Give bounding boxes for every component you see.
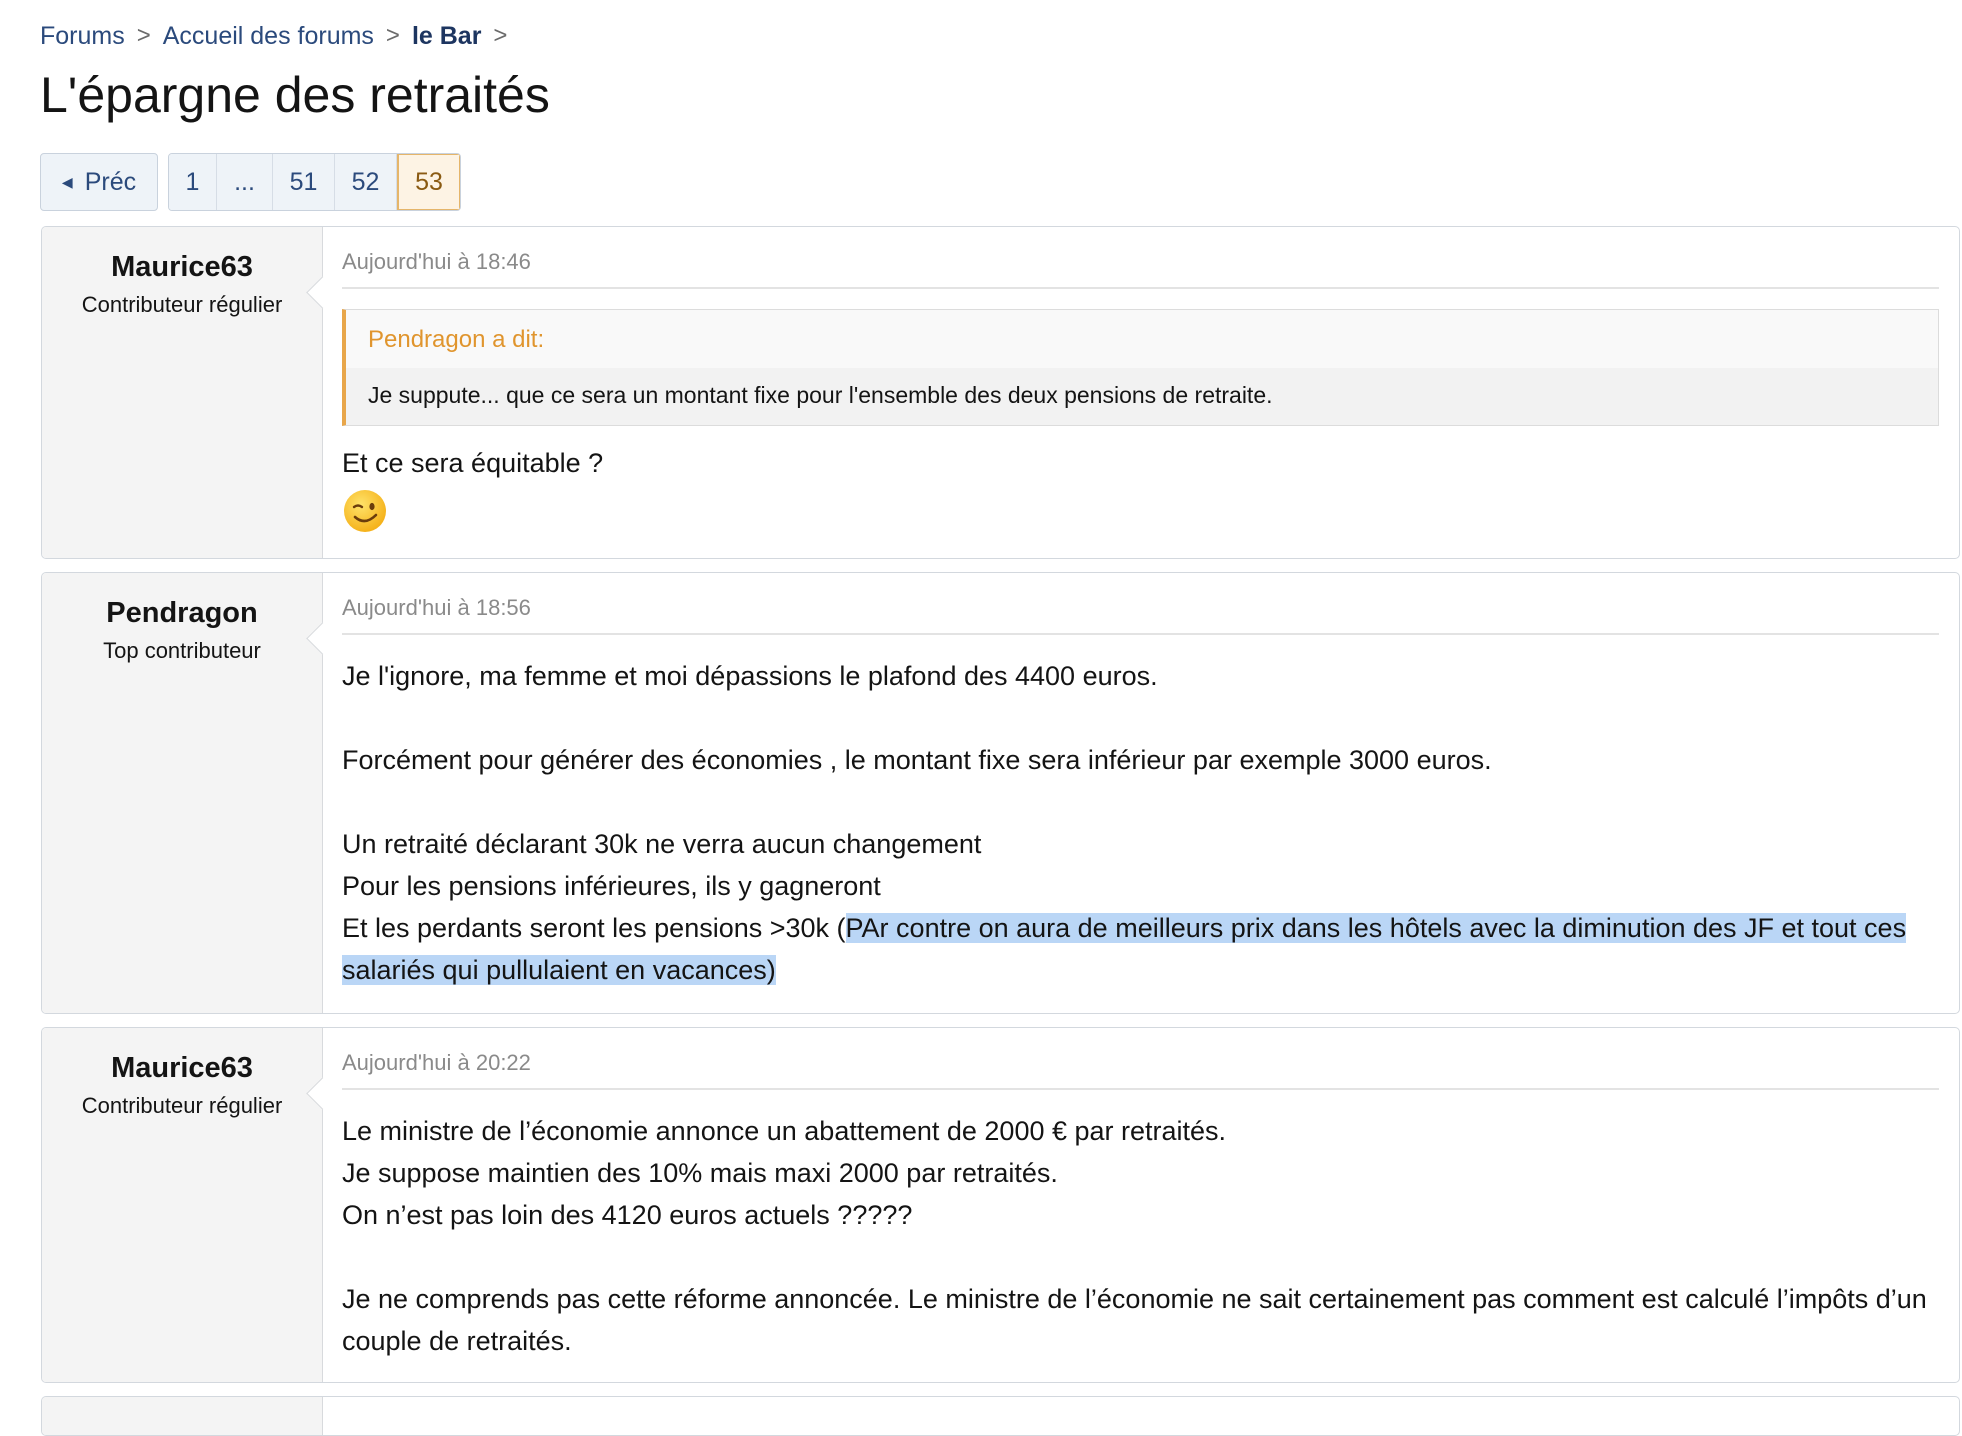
pagination	[40, 153, 461, 211]
post-content	[342, 573, 1939, 991]
page-51-button[interactable]: 51	[273, 154, 335, 210]
post-message	[342, 442, 1939, 546]
post-date[interactable]: Aujourd'hui à 18:56	[342, 595, 1939, 635]
page-52-button[interactable]: 52	[335, 154, 397, 210]
message-line	[342, 907, 1939, 991]
username[interactable]: Maurice63	[111, 1052, 253, 1084]
prev-page-label: Préc	[84, 167, 137, 196]
message-line: Pour les pensions inférieures, ils y gagneront	[342, 871, 881, 901]
quote-author[interactable]: Pendragon a dit:	[346, 310, 1938, 368]
page-number-group	[168, 153, 461, 211]
wink-emoji-icon	[342, 488, 1939, 546]
selected-text: PAr contre on aura de meilleurs prix dans les hôtels avec la diminution des JF et tout ces salariés qui pullulaient en vacances)	[342, 913, 1907, 985]
breadcrumb-forums[interactable]: Forums	[40, 21, 125, 50]
breadcrumb	[40, 16, 519, 56]
post	[41, 1027, 1960, 1383]
message-line: Je suppose maintien des 10% mais maxi 2000 par retraités.	[342, 1158, 1058, 1188]
breadcrumb-forum-home[interactable]: Accueil des forums	[162, 21, 374, 50]
user-info	[42, 1028, 323, 1382]
user-info	[42, 1397, 323, 1435]
page-ellipsis-button[interactable]: ...	[217, 154, 273, 210]
message-line: Je ne comprends pas cette réforme annoncée. Le ministre de l’économie ne sait certainement pas comment est calculé l’impôts d’un couple de retraités.	[342, 1284, 1927, 1356]
user-title: Contributeur régulier	[81, 1093, 283, 1118]
post	[41, 572, 1960, 1014]
user-title: Contributeur régulier	[81, 292, 283, 317]
message-line: Le ministre de l’économie annonce un abattement de 2000 € par retraités.	[342, 1116, 1227, 1146]
prev-page-button[interactable]	[40, 153, 158, 211]
post	[41, 226, 1960, 559]
user-info	[42, 573, 323, 1013]
username[interactable]: Pendragon	[106, 597, 258, 629]
quote-text: Je suppute... que ce sera un montant fixe pour l'ensemble des deux pensions de retraite.	[346, 368, 1938, 425]
quote-block	[342, 309, 1939, 426]
post-date[interactable]: Aujourd'hui à 18:46	[342, 249, 1939, 289]
breadcrumb-le-bar[interactable]: le Bar	[411, 21, 482, 50]
post	[41, 1396, 1960, 1436]
message-line: Et ce sera équitable ?	[342, 448, 604, 478]
page-1-button[interactable]: 1	[169, 154, 217, 210]
caret-left-icon: ◀	[61, 173, 73, 190]
message-line: Forcément pour générer des économies , le montant fixe sera inférieur par exemple 3000 euros.	[342, 745, 1492, 775]
page-title: L'épargne des retraités	[40, 67, 550, 123]
chevron-right-icon: >	[136, 22, 151, 49]
chevron-right-icon: >	[385, 22, 400, 49]
post-content	[342, 1028, 1939, 1362]
post-content	[342, 227, 1939, 546]
user-title: Top contributeur	[103, 638, 261, 663]
post-message	[342, 655, 1939, 991]
chevron-right-icon: >	[493, 22, 508, 49]
message-line: Un retraité déclarant 30k ne verra aucun changement	[342, 829, 982, 859]
post-message	[342, 1110, 1939, 1362]
username[interactable]: Maurice63	[111, 251, 253, 283]
page-53-current[interactable]: 53	[397, 153, 461, 211]
message-line: Je l'ignore, ma femme et moi dépassions le plafond des 4400 euros.	[342, 661, 1158, 691]
message-text: Et les perdants seront les pensions >30k (	[342, 913, 846, 943]
message-line: On n’est pas loin des 4120 euros actuels ?????	[342, 1200, 913, 1230]
post-date[interactable]: Aujourd'hui à 20:22	[342, 1050, 1939, 1090]
user-info	[42, 227, 323, 558]
